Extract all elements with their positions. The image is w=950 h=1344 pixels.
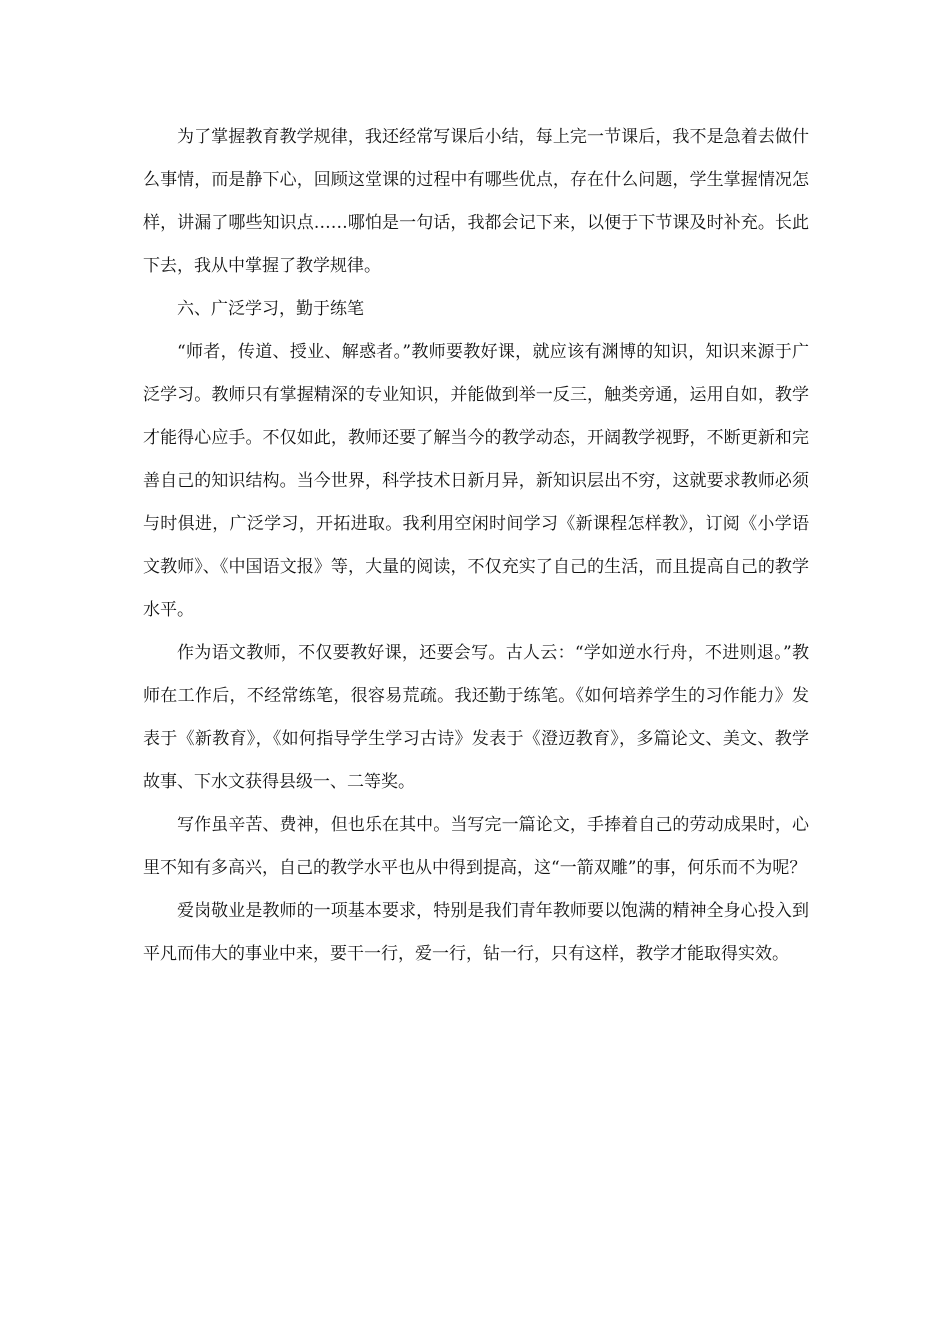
section-heading-six: 六、广泛学习，勤于练笔 <box>177 299 364 319</box>
document-body <box>143 116 809 976</box>
paragraph-teaching-summary: 为了掌握教育教学规律，我还经常写课后小结，每上完一节课后，我不是急着去做什么事情，而是静下心，回顾这堂课的过程中有哪些优点，存在什么问题，学生掌握情况怎样，讲漏了哪些知识点……哪怕是一句话，我都会记下来，以便于下节课及时补充。长此下去，我从中掌握了教学规律。 <box>143 127 809 276</box>
paragraph-writing-practice: 作为语文教师，不仅要教好课，还要会写。古人云：“学如逆水行舟，不进则退。”教师在工作后，不经常练笔，很容易荒疏。我还勤于练笔。《如何培养学生的习作能力》发表于《新教育》，《如何指导学生学习古诗》发表于《澄迈教育》，多篇论文、美文、教学故事、下水文获得县级一、二等奖。 <box>143 643 809 792</box>
paragraph-broad-learning: “师者，传道、授业、解惑者。”教师要教好课，就应该有渊博的知识，知识来源于广泛学习。教师只有掌握精深的专业知识，并能做到举一反三，触类旁通，运用自如，教学才能得心应手。不仅如此，教师还要了解当今的教学动态，开阔教学视野，不断更新和完善自己的知识结构。当今世界，科学技术日新月异，新知识层出不穷，这就要求教师必须与时俱进，广泛学习，开拓进取。我利用空闲时间学习《新课程怎样教》，订阅《小学语文教师》、《中国语文报》等，大量的阅读，不仅充实了自己的生活，而且提高自己的教学水平。 <box>143 342 809 620</box>
paragraph-writing-joy: 写作虽辛苦、费神，但也乐在其中。当写完一篇论文，手捧着自己的劳动成果时，心里不知有多高兴，自己的教学水平也从中得到提高，这“一箭双雕”的事，何乐而不为呢？ <box>143 815 809 878</box>
paragraph-dedication: 爱岗敬业是教师的一项基本要求，特别是我们青年教师要以饱满的精神全身心投入到平凡而伟大的事业中来，要干一行，爱一行，钻一行，只有这样，教学才能取得实效。 <box>143 901 809 964</box>
